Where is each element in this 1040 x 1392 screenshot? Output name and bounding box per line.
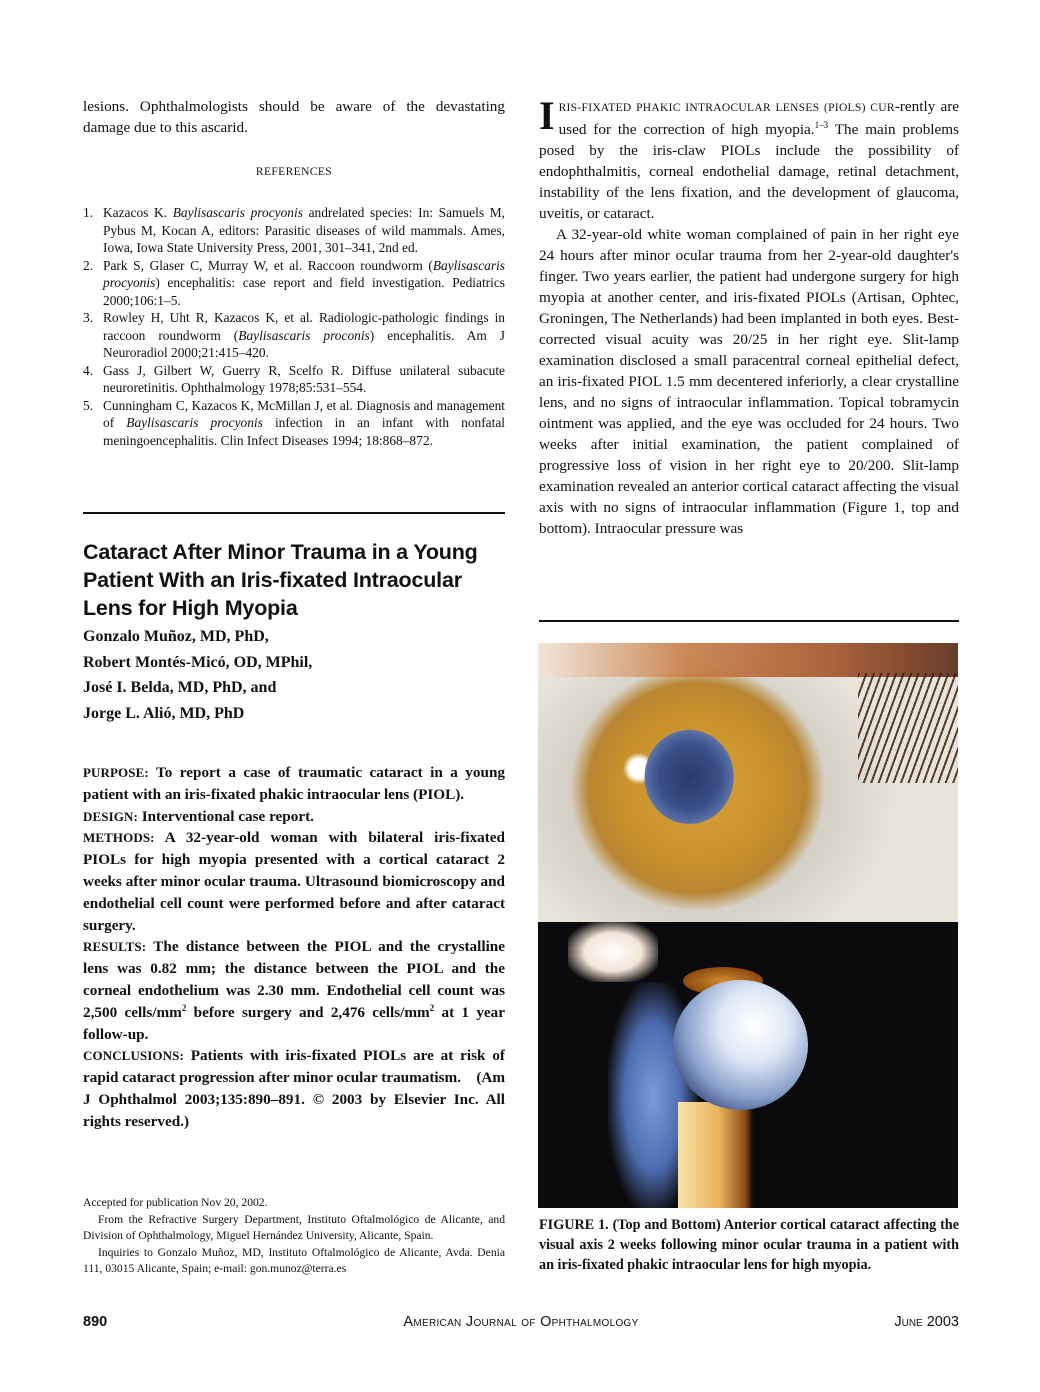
abstract-purpose — [83, 762, 505, 806]
author: Robert Montés-Micó, OD, MPhil, — [83, 653, 313, 671]
reference-text-part: Cunningham C, Kazacos K, McMillan J, et al. Diagnosis and management of — [103, 397, 505, 430]
figure-divider — [539, 620, 959, 622]
page-number: 890 — [83, 1314, 108, 1330]
author: Jorge L. Alió, MD, PhD — [83, 704, 245, 722]
citation-superscript: 1–3 — [814, 119, 829, 130]
abstract — [83, 762, 505, 1133]
abstract-text: before surgery and 2,476 cells/mm — [186, 1003, 430, 1021]
accepted-date: Accepted for publication Nov 20, 2002. — [83, 1196, 268, 1209]
reference-species: Baylisascaris procyonis — [103, 257, 505, 290]
paragraph-text: The main problems posed by the iris-claw PIOLs include the possibility of endophthalmitis, corneal endothelial damage, retinal detachment, instability of the lens fixation, and the development of glaucoma, uveitis, or cataract. — [539, 121, 959, 222]
abstract-label: METHODS: — [83, 830, 155, 846]
reference-species: Baylisascaris procyonis — [172, 205, 303, 220]
reference-text-part: Kazacos K. — [103, 205, 173, 220]
reference-text — [103, 362, 505, 397]
reference-item — [83, 309, 505, 362]
issue-date: June 2003 — [894, 1314, 959, 1330]
iris-illuminated — [678, 1102, 753, 1208]
references-heading: REFERENCES — [255, 166, 333, 178]
reference-text-part: ) encephalitis. Am J Neuroradiol 2000;21:415–420. — [103, 327, 505, 360]
article-footnotes — [83, 1195, 505, 1278]
abstract-label: CONCLUSIONS: — [83, 1048, 184, 1064]
light-flare — [568, 922, 658, 982]
case-paragraph: A 32-year-old white woman complained of pain in her right eye 24 hours after minor ocular trauma from her 2-year-old daughter's finger. Two years earlier, the patient had undergone surgery for high myopia at another center, and iris-fixated PIOLs (Artisan, Ophtec, Groningen, The Netherlands) had been implanted in both eyes. Best-corrected visual acuity was 20/25 in her right eye. Slit-lamp examination disclosed a small paracentral corneal epithelial defect, an iris-fixated PIOL 1.5 mm decentered inferiorly, a clear crystalline lens, and no signs of intraocular inflammation. Topical tobramycin ointment was applied, and the eye was occluded for 24 hours. Two weeks after initial examination, the patient complained of progressive loss of vision in her right eye to 20/200. Slit-lamp examination revealed an anterior cortical cataract affecting the visual axis with no signs of intraocular inflammation (Figure 1, top and bottom). Intraocular pressure was — [539, 226, 959, 537]
reference-text — [103, 257, 505, 310]
abstract-label: PURPOSE: — [83, 765, 149, 780]
abstract-text: Patients with iris-fixated PIOLs are at risk of rapid cataract progression after minor ocular traumatism. — [83, 1047, 505, 1087]
reference-item — [83, 362, 505, 397]
reference-number: 2. — [83, 257, 94, 273]
abstract-design — [83, 806, 505, 828]
reference-text-part: andrelated species: In: Samuels M, Pybus M, Kocan A, editors: Parasitic diseases of wild mammals. Ames, Iowa, Iowa State University Press, 2001, 301–341, 2nd ed. — [103, 205, 505, 255]
section-divider — [83, 512, 505, 514]
reference-species: Baylisascaris procyonis — [126, 415, 263, 430]
abstract-conclusions — [83, 1045, 505, 1132]
abstract-text: A 32-year-old woman with bilateral iris-fixated PIOLs for high myopia presented with a cortical cataract 2 weeks after minor ocular trauma. Ultrasound biomicroscopy and endothelial cell count were performed before and after cataract surgery. — [83, 829, 505, 934]
abstract-label: DESIGN: — [83, 808, 138, 824]
reference-species: Baylisascaris proconis — [238, 327, 370, 343]
author-list — [83, 624, 505, 726]
continuation-text: lesions. Ophthalmologists should be aware of the devastating damage due to this ascarid. — [83, 98, 505, 136]
eye-photo-top — [538, 643, 958, 922]
figure-caption: FIGURE 1. (Top and Bottom) Anterior cortical cataract affecting the visual axis 2 weeks following minor ocular trauma in a patient with an iris-fixated phakic intraocular lens for high myopia. — [539, 1217, 959, 1273]
affiliation-note: From the Refractive Surgery Department, Instituto Oftalmológico de Alicante, and Division of Ophthalmology, Miguel Hernández University, Alicante, Spain. — [83, 1212, 505, 1242]
reference-text-part: Park S, Glaser C, Murray W, et al. Raccoon roundworm ( — [103, 257, 433, 273]
superscript: 2 — [181, 1002, 187, 1013]
abstract-results — [83, 936, 505, 1045]
abstract-citation: (Am J Ophthalmol 2003;135:890–891. © 2003 by Elsevier Inc. All rights reserved.) — [83, 1069, 505, 1130]
abstract-label: RESULTS: — [83, 939, 147, 955]
cataract-opacity — [673, 980, 808, 1110]
reference-item — [83, 257, 505, 310]
intro-paragraph: IRIS-FIXATED PHAKIC INTRAOCULAR LENSES (PIOLS) CUR-rently are used for the correction of high myopia.$^{1-3}$ The main problems posed by the iris-claw PIOLs include the possibility of endophthalmitis, corneal endothelial damage, retinal detachment, instability of the lens fixation, and the development of glaucoma, uveitis, or cataract. — [539, 93, 959, 222]
article-body — [539, 93, 959, 539]
reference-item — [83, 397, 505, 450]
reference-text — [103, 204, 505, 257]
figure-1 — [538, 643, 958, 1208]
journal-name: American Journal of Ophthalmology — [403, 1314, 639, 1330]
running-footer — [83, 1314, 959, 1334]
paragraph-text: rently are used for the correction of high myopia. — [558, 98, 959, 138]
eyelid-shading — [538, 643, 958, 677]
abstract-methods — [83, 827, 505, 936]
references-list — [83, 204, 505, 449]
reference-item — [83, 204, 505, 257]
previous-article-continuation — [83, 96, 505, 138]
drop-cap: I — [539, 93, 555, 138]
abstract-text: To report a case of traumatic cataract in a young patient with an iris-fixated phakic intraocular lens (PIOL). — [83, 764, 505, 803]
author: Gonzalo Muñoz, MD, PhD, — [83, 628, 269, 645]
reference-number: 1. — [83, 205, 94, 220]
reference-text-part: ) encephalitis: case report and field investigation. Pediatrics 2000;106:1–5. — [103, 275, 505, 308]
abstract-text: Interventional case report. — [137, 807, 314, 825]
reference-text-part: Gass J, Gilbert W, Guerry R, Scelfo R. Diffuse unilateral subacute neuroretinitis. Ophthalmology 1978;85:531–554. — [103, 362, 505, 395]
abstract-text: The distance between the PIOL and the crystalline lens was 0.82 mm; the distance between the PIOL and the corneal endothelium was 2.30 mm. Endothelial cell count was 2,500 cells/mm — [83, 938, 505, 1021]
reference-text — [103, 397, 505, 450]
reference-number: 4. — [83, 362, 94, 378]
eye-photo-bottom — [538, 922, 958, 1208]
reference-number: 3. — [83, 310, 94, 325]
superscript: 2 — [429, 1002, 435, 1013]
reference-number: 5. — [83, 397, 94, 413]
reference-text — [103, 309, 505, 362]
inquiries-note: Inquiries to Gonzalo Muñoz, MD, Instituto Oftalmológico de Alicante, Avda. Denia 111, 03015 Alicante, Spain; e-mail: gon.munoz@terra.es — [83, 1245, 505, 1275]
lead-in-caps: RIS-FIXATED PHAKIC INTRAOCULAR LENSES (PIOLS) CUR — [558, 102, 895, 114]
eyelashes — [858, 673, 958, 783]
author: José I. Belda, MD, PhD, and — [83, 679, 277, 696]
abstract-text: at 1 year follow-up. — [83, 1003, 505, 1043]
reference-text-part: infection in an infant with nonfatal meningoencephalitis. Clin Infect Diseases 1994; 18:868–872. — [103, 415, 505, 448]
reference-text-part: Rowley H, Uht R, Kazacos K, et al. Radiologic-pathologic findings in raccoon roundworm ( — [103, 310, 505, 343]
article-title: Cataract After Minor Trauma in a Young Patient With an Iris-fixated Intraocular Lens for High Myopia — [83, 540, 478, 620]
